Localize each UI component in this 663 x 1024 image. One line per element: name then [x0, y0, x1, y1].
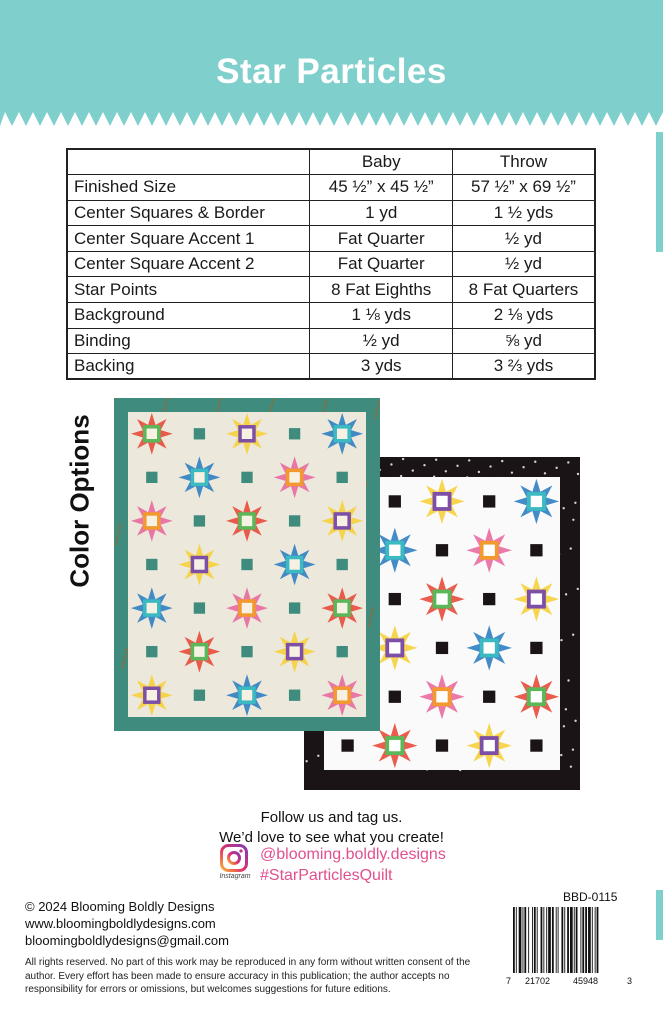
table-row [67, 328, 595, 354]
baby-value: Fat Quarter [310, 226, 452, 252]
hashtag-text: #StarParticlesQuilt [260, 867, 393, 884]
follow-message [0, 808, 663, 848]
baby-value: 45 ½” x 45 ½” [310, 175, 452, 201]
row-label: Star Points [67, 277, 310, 303]
column-header [67, 149, 310, 175]
throw-value: 3 ⅔ yds [452, 354, 595, 380]
barcode-digit: 7 [506, 976, 512, 986]
table-row [67, 354, 595, 380]
follow-line: We’d love to see what you create! [219, 829, 444, 846]
copyright-text: © 2024 Blooming Boldly Designs [25, 899, 215, 914]
barcode-digit: 21702 [525, 976, 551, 986]
table-row [67, 277, 595, 303]
barcode-digit: 45948 [573, 976, 599, 986]
teal-border-quilt-image [114, 398, 380, 731]
color-options-text: Color Options [64, 414, 95, 588]
color-options-label [58, 398, 102, 604]
row-label: Center Square Accent 2 [67, 251, 310, 277]
throw-value: ½ yd [452, 251, 595, 277]
instagram-icon[interactable] [220, 844, 248, 872]
fabric-requirements-table [66, 148, 596, 380]
throw-value: 8 Fat Quarters [452, 277, 595, 303]
table-row [67, 226, 595, 252]
header-banner [0, 0, 663, 132]
column-header-throw: Throw [452, 149, 595, 175]
baby-value: Fat Quarter [310, 251, 452, 277]
contact-block [25, 898, 229, 949]
baby-value: ½ yd [310, 328, 452, 354]
table-row [67, 175, 595, 201]
row-label: Center Squares & Border [67, 200, 310, 226]
row-label: Background [67, 303, 310, 329]
baby-value: 3 yds [310, 354, 452, 380]
baby-value: 1 ⅛ yds [310, 303, 452, 329]
barcode-digit: 3 [627, 976, 633, 986]
column-header-baby: Baby [310, 149, 452, 175]
row-label: Finished Size [67, 175, 310, 201]
instagram-wordmark: Instagram [219, 873, 251, 880]
throw-value: 1 ½ yds [452, 200, 595, 226]
edge-accent-strip [656, 132, 663, 252]
row-label: Backing [67, 354, 310, 380]
website-link[interactable]: www.bloomingboldlydesigns.com [25, 916, 216, 931]
throw-value: 2 ⅛ yds [452, 303, 595, 329]
legal-notice: All rights reserved. No part of this work may be reproduced in any form without written consent of the author. Every effort has been made to ensure accuracy in this publication; the author accepts no responsibility for errors or omissions, but welcomes suggestions for future editions. [25, 957, 471, 995]
throw-value: ½ yd [452, 226, 595, 252]
table-row [67, 251, 595, 277]
barcode-image [503, 907, 633, 987]
social-links [260, 844, 446, 886]
page-title: Star Particles [216, 52, 447, 91]
follow-line: Follow us and tag us. [260, 809, 403, 826]
row-label: Center Square Accent 1 [67, 226, 310, 252]
throw-value: 57 ½” x 69 ½” [452, 175, 595, 201]
instagram-handle-link[interactable]: @blooming.boldly.designs [260, 846, 446, 863]
baby-value: 8 Fat Eighths [310, 277, 452, 303]
baby-value: 1 yd [310, 200, 452, 226]
product-code: BBD-0115 [563, 890, 618, 904]
edge-accent-strip [656, 890, 663, 940]
table-row [67, 303, 595, 329]
throw-value: ⅝ yd [452, 328, 595, 354]
table-row [67, 200, 595, 226]
table-header-row [67, 149, 595, 175]
row-label: Binding [67, 328, 310, 354]
email-link[interactable]: bloomingboldlydesigns@gmail.com [25, 933, 229, 948]
